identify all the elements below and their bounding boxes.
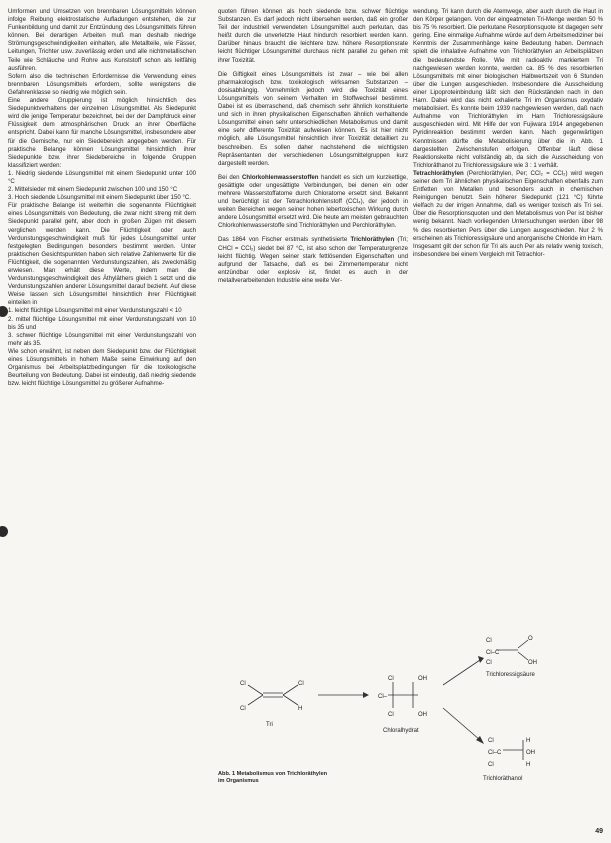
paragraph: Umformen und Umsetzen von brennbaren Lösungsmitteln können infolge Reibung elektrostatische Aufladungen entstehen, die zur Funkenbildung und damit zur Entzündung des Lösungsmittels führen können. Bei derartigen Arbeiten muß man deshalb niedrige Strömungsgeschwindigkeiten einhalten, alle Metallteile, wie Fässer, Leitungen, Trichter usw. zuverlässig erden und alle nichtmetallischen Teile wie Schläuche und Rohre aus Kunststoff schon als leitfähig ausführen. bbox=[8, 8, 196, 72]
paragraph: Die Giftigkeit eines Lösungsmittels ist zwar – wie bei allen pharmakologisch bzw. toxikologisch wirksamen Substanzen – dosisabhängig. Vornehmlich jedoch wird die Toxizität eines Lösungsmittels von seinem Verhalten im Stoffwechsel bestimmt. Dabei ist es überraschend, daß chemisch sehr ähnlich konstituierte und sich in ihren physikalischen Eigenschaften ähnlich verhaltende Lösungsmittel einen sehr unterschiedlichen Metabolismus und damit eine sehr differente Toxizität aufweisen können. Es ist hier nicht möglich, alle Lösungsmittel hinsichtlich ihrer Toxizität detailliert zu beschreiben. Es sollen daher nachstehend die wichtigsten Repräsentanten der verschiedenen Lösungsmittelgruppen kurz dargestellt werden. bbox=[218, 70, 408, 167]
paragraph: wendung. Tri kann durch die Atemwege, aber auch durch die Haut in den Körper gelangen. Von der eingeatmeten Tri-Menge werden 50 % bis 75 % resorbiert. Die perkutane Resorptionsquote ist dagegen sehr gering. Eine einmalige Aufnahme würde auf dem Arbeitsmediziner bei Kenntnis der Zusammenhänge keine Bedeutung haben. Demnach spielt die inhalative Aufnahme von Trichloräthylen an Arbeitsplätzen die bedeutendste Rolle. Wie mit radioaktiv markiertem Tri nachgewiesen werden konnte, werden ca. 85 % des resorbierten Lösungsmittels mit einer biologischen Halbwertszeit von 6 Stunden über die Lungen ausgeschieden. Insbesondere die Ausscheidung einer Lipoproteinbindung läßt sich den Rückständen nach in den Harn. Dabei wird das nicht exhalierte Tri im Organismus oxydativ metabolisiert. Es konnte beim 1939 nachgewiesen werden, daß nach Aufnahme von Trichloräthylen im Harn Trichloressigsäure ausgeschieden wird. Mit Hilfe der von Fujiwara 1914 angegebenen Pyridinreaktion bestimmt werden kann. Nach gegenwärtigen Kenntnissen dürfte die Metabolisierung über die in Abb. 1 dargestellten Zwischenstufen erfolgen. Offenbar läuft diese Reaktionskette nicht vollständig ab, da sich die Ausscheidung von Trichloräthanol zu Trichloressigsäure wie 3 : 1 verhält. bbox=[413, 8, 603, 169]
label-chloralhydrat: Chloralhydrat bbox=[383, 728, 419, 734]
svg-text:Cl: Cl bbox=[240, 681, 246, 687]
paragraph: Eine andere Gruppierung ist möglich hinsichtlich des Siedepunktverhaltens der einzelnen Lösungsmittel. Als Siedepunkt wird die jenige Temperatur bezeichnet, bei der der Dampfdruck einer Flüssigkeit dem atmosphärischen Druck an ihrer Oberfläche entspricht. Dabei kann für manche Lösungsmittel, insbesondere aber für die Gemische, nur ein Siedebereich angegeben werden. Für praktische Belange können Lösungsmittel hinsichtlich ihrer Siedepunkte bzw. ihrer Siedebereiche in folgende Gruppen klassifiziert werden: bbox=[8, 97, 196, 169]
svg-text:H: H bbox=[526, 762, 531, 768]
paragraph: Für praktische Belange ist weiterhin die sogenannte Flüchtigkeit eines Lösungsmittels von Bedeutung, die zwar nicht streng mit dem Siedepunkt parallel geht, aber doch in großen Zügen mit diesem verglichen werden kann. Die Flüchtigkeit oder auch Verdunstungsgeschwindigkeit muß für jedes Lösungsmittel unter festgelegten Bedingungen besonders bestimmt werden. Unter praktischen Gesichtspunkten haben sich relative Zahlenwerte für die Flüchtigkeit, die sogenannten Verdunstungszahlen, als zweckmäßig erwiesen. Man erhält diese Werte, indem man die Verdunstungsgeschwindigkeit des Äthyläthers gleich 1 setzt und die Verdunstungszahlen anderer Lösungsmittel darauf bezieht. Auf diese Weise lassen sich Lösungsmittel hinsichtlich ihrer Flüchtigkeit einteilen in bbox=[8, 202, 196, 307]
paragraph: Insgesamt gilt der schon für Tri als auch Per als relativ wenig toxisch, insbesondere bei einem Vergleich mit Tetrachlor- bbox=[413, 242, 603, 258]
term-chlorkohlenwasserstoffe: Chlorkohlenwasserstoffen bbox=[242, 173, 319, 181]
boiling-point-list bbox=[8, 170, 196, 202]
list-item: 3. Hoch siedende Lösungsmittel mit einem Siedepunkt über 150 °C. bbox=[8, 194, 191, 202]
svg-text:H: H bbox=[526, 738, 531, 744]
paragraph: Bei den Chlorkohlenwasserstoffen handelt es sich um kurzkettige, gesättigte oder ungesättigte Verbindungen, bei denen ein oder mehrere Wasserstoffatome durch Chloratome ersetzt sind. Bekannt und berüchtigt ist der Tetrachlorkohlenstoff (CCl₄), der jedoch in weiten Bereichen wegen seiner hohen lebertoxischen Wirkung durch andere Lösungsmittel ersetzt wird. Die heute am meisten gebrauchten Chlorkohlenwasserstoffe sind Trichloräthylen und Perchloräthylen. bbox=[218, 173, 408, 230]
paragraph: quoten führen können als hoch siedende bzw. schwer flüchtige Substanzen. Es darf jedoch nicht übersehen werden, daß ein großer Teil der industriell verwendeten Lösungsmittel auch perkutan, das heißt durch die unverletzte Haut hindurch resorbiert werden kann. Darüber hinaus braucht die leichtere bzw. höhere Resorptionsrate leicht flüchtiger Lösungsmittel durchaus nicht parallel zu gehen mit ihrer Toxizität. bbox=[218, 8, 408, 64]
paragraph: Sofern also die technischen Erfordernisse die Verwendung eines brennbaren Lösungsmittels erfordern, sollte wenigstens die Gefahrenklasse so niedrig wie möglich sein. bbox=[8, 72, 196, 96]
chloralhydrat-structure bbox=[388, 682, 418, 708]
tri-structure bbox=[248, 685, 298, 705]
svg-text:OH: OH bbox=[526, 750, 535, 756]
svg-text:Cl: Cl bbox=[488, 738, 494, 744]
svg-text:Cl: Cl bbox=[486, 660, 492, 666]
punch-hole-icon bbox=[0, 306, 8, 317]
term-tetrachlorathylen: Tetrachloräthylen bbox=[413, 169, 464, 177]
svg-text:OH: OH bbox=[418, 676, 427, 682]
svg-text:Cl: Cl bbox=[388, 676, 394, 682]
paragraph: Das 1864 von Fischer erstmals synthetisierte Trichloräthylen (Tri; CHCl = CCl₂) siedet bei 87 °C, ist also schon der Temperaturgrenze leicht flüchtig. Wegen seiner stark fettlösenden Eigenschaften und aufgrund der Tatsache, daß es bei Zimmertemperatur nicht entzündbar oder explosiv ist, findet es auch in der metallverarbeitenden Industrie eine weite Ver- bbox=[218, 236, 408, 284]
volatility-list bbox=[8, 307, 196, 347]
svg-text:Cl–: Cl– bbox=[378, 694, 388, 700]
svg-text:H: H bbox=[298, 706, 303, 712]
figure-caption: Abb. 1 Metabolismus von Trichloräthylen im Organismus bbox=[218, 771, 328, 784]
svg-text:Cl: Cl bbox=[488, 762, 494, 768]
column-1 bbox=[8, 8, 196, 388]
list-item: 2. Mittelsieder mit einem Siedepunkt zwischen 100 und 150 °C bbox=[8, 186, 178, 194]
label-trichlorathanol: Trichloräthanol bbox=[483, 776, 523, 782]
list-item: 2. mittel flüchtige Lösungsmittel mit einer Verdunstungszahl von 10 bis 35 und bbox=[8, 315, 196, 331]
column-3 bbox=[413, 8, 603, 628]
list-item: 1. leicht flüchtige Lösungsmittel mit einer Verdunstungszahl < 10 bbox=[8, 307, 182, 315]
svg-text:Cl–C: Cl–C bbox=[488, 750, 502, 756]
svg-text:O: O bbox=[528, 636, 533, 642]
list-item: 3. schwer flüchtige Lösungsmittel mit einer Verdunstungszahl von mehr als 35. bbox=[8, 331, 196, 347]
column-2 bbox=[218, 8, 408, 285]
svg-text:Cl: Cl bbox=[388, 712, 394, 718]
svg-text:OH: OH bbox=[528, 660, 537, 666]
list-item: 1. Niedrig siedende Lösungsmittel mit einem Siedepunkt unter 100 °C bbox=[8, 169, 196, 185]
punch-hole-icon bbox=[0, 526, 8, 537]
svg-text:Cl: Cl bbox=[240, 706, 246, 712]
svg-text:OH: OH bbox=[418, 712, 427, 718]
svg-text:Cl–C: Cl–C bbox=[486, 650, 500, 656]
svg-text:Cl: Cl bbox=[298, 681, 304, 687]
paragraph: Wie schon erwähnt, ist neben dem Siedepunkt bzw. der Flüchtigkeit eines Lösungsmittels in hohem Maße seine Einwirkung auf den Organismus bei Arbeitsplatzbedingungen für die toxikologische Beurteilung von Bedeutung. Dabei ist eindeutig, daß niedrig siedende bzw. leicht flüchtige Lösungsmittel zu größerer Aufnahme- bbox=[8, 347, 196, 388]
term-trichlorathylen: Trichloräthylen bbox=[350, 236, 395, 244]
page-number: 49 bbox=[595, 828, 603, 835]
paragraph: Tetrachloräthylen (Perchloräthylen, Per; CCl₂ = CCl₂) wird wegen seiner dem Tri ähnlichen physikalischen Eigenschaften ebenfalls zum Entfetten von Metallen und besonders auch in chemischen Reinigungen benutzt. Sein höherer Siedepunkt (121 °C) führte vielfach zu der irrigen Annahme, daß es weniger toxisch als Tri sei. Über die Resorptionsquoten und den Metabolismus von Per ist bisher wenig bekannt. Nach vorliegenden Untersuchungen werden über 98 % des resorbierten Pers über die Lungen ausgeschieden. Nur 2 % erscheinen als Trichloressigsäure und anorganische Chloride im Harn. bbox=[413, 169, 603, 242]
label-tri: Tri bbox=[266, 722, 273, 728]
label-trichloressigsaeure: Trichloressigsäure bbox=[486, 672, 535, 678]
svg-text:Cl: Cl bbox=[486, 638, 492, 644]
